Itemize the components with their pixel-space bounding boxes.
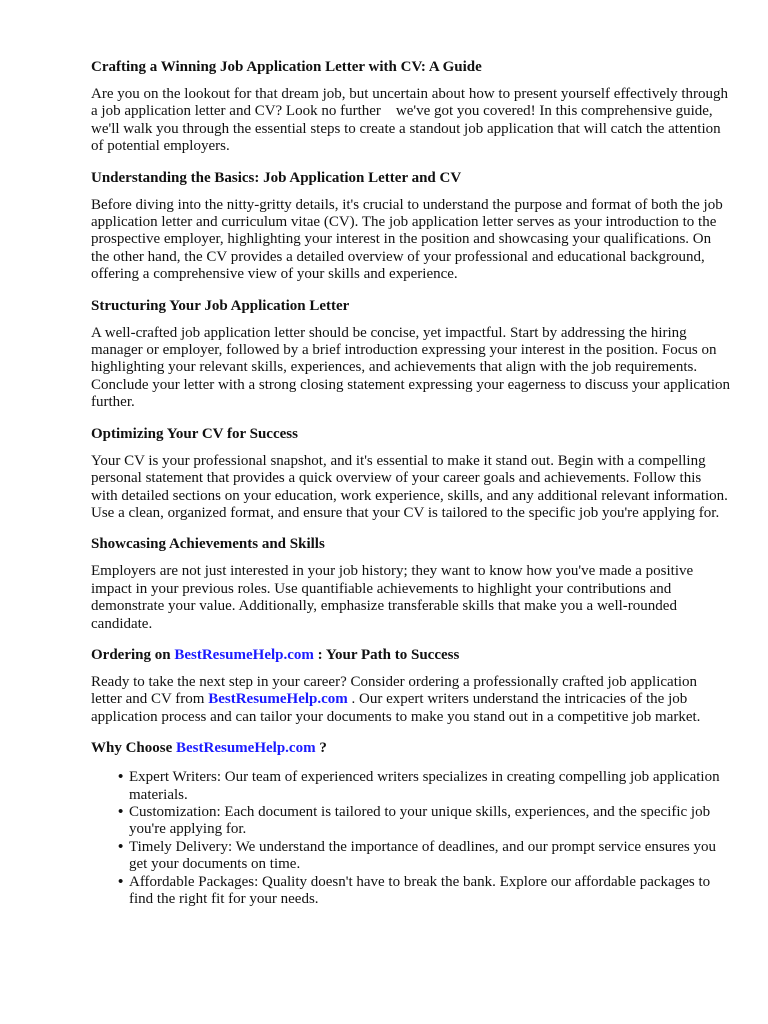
document-page — [91, 58, 731, 908]
list-item-text: Customization: Each document is tailored to your unique skills, experiences, and the specific job you're applying for. — [129, 803, 711, 838]
structuring-heading: Structuring Your Job Application Letter — [91, 297, 350, 314]
ordering-body-link[interactable]: BestResumeHelp.com — [208, 691, 348, 708]
list-item-text: Affordable Packages: Quality doesn't have to break the bank. Explore our affordable packages to find the right fit for your needs. — [129, 873, 711, 907]
why-heading-link[interactable]: BestResumeHelp.com — [176, 740, 316, 757]
why-list — [91, 769, 731, 908]
basics-paragraph: Before diving into the nitty-gritty details, it's crucial to understand the purpose and format of both the job application letter and curriculum vitae (CV). The job application letter serves as your introduction to the prospective employer, highlighting your interest in the position and showcasing your qualifications. On the other hand, the CV provides a detailed overview of your professional and educational background, offering a comprehensive view of your skills and experience. — [91, 196, 723, 283]
list-item — [91, 804, 731, 839]
showcasing-heading: Showcasing Achievements and Skills — [91, 536, 325, 553]
why-heading-post: ? — [315, 740, 327, 757]
ordering-heading-link[interactable]: BestResumeHelp.com — [174, 646, 314, 663]
ordering-body-pre: Ready to take the next step in your career? Consider ordering a professionally crafted job application letter and CV from — [91, 673, 698, 708]
optimizing-paragraph: Your CV is your professional snapshot, and it's essential to make it stand out. Begin with a compelling personal statement that provides a quick overview of your career goals and achievements. Follow this with detailed sections on your education, work experience, skills, and any additional relevant information. Use a clean, organized format, and ensure that your CV is tailored to the specific job you're applying for. — [91, 452, 728, 521]
why-heading — [91, 739, 731, 757]
bullet-icon: • — [118, 769, 124, 786]
showcasing-paragraph: Employers are not just interested in your job history; they want to know how you've made a positive impact in your previous roles. Use quantifiable achievements to highlight your contributions and demonstrate your value. Additionally, emphasize transferable skills that make you a well-rounded candidate. — [91, 563, 694, 632]
list-item-text: Timely Delivery: We understand the importance of deadlines, and our prompt service ensures you get your documents on time. — [129, 838, 716, 873]
list-item — [91, 839, 731, 874]
list-item — [91, 874, 731, 909]
ordering-body-post: . Our expert writers understand the intricacies of the job application process and can tailor your documents to make you stand out in a competitive job market. — [91, 691, 701, 725]
list-item-text: Expert Writers: Our team of experienced writers specializes in creating compelling job application materials. — [129, 769, 720, 803]
basics-heading: Understanding the Basics: Job Application Letter and CV — [91, 169, 462, 186]
optimizing-heading: Optimizing Your CV for Success — [91, 425, 298, 442]
ordering-heading — [91, 646, 731, 664]
structuring-paragraph: A well-crafted job application letter should be concise, yet impactful. Start by addressing the hiring manager or employer, followed by a brief introduction expressing your interest in the position. Focus on highlighting your relevant skills, experiences, and achievements that align with the job requirements. Conclude your letter with a strong closing statement expressing your eagerness to discuss your application further. — [91, 324, 731, 411]
list-item — [91, 769, 731, 804]
why-heading-pre: Why Choose — [91, 740, 177, 757]
document-title: Crafting a Winning Job Application Letter with CV: A Guide — [91, 59, 482, 75]
ordering-heading-post: : Your Path to Success — [313, 646, 460, 663]
intro-paragraph: Are you on the lookout for that dream job, but uncertain about how to present yourself effectively through a job application letter and CV? Look no further we've got you covered! In this comprehensive guide, we'll walk you through the essential steps to create a standout job application that will catch the attention of potential employers. — [91, 86, 729, 155]
ordering-paragraph — [91, 674, 731, 726]
bullet-icon: • — [118, 838, 124, 855]
bullet-icon: • — [118, 873, 124, 890]
bullet-icon: • — [118, 803, 124, 820]
ordering-heading-pre: Ordering on — [91, 646, 175, 663]
